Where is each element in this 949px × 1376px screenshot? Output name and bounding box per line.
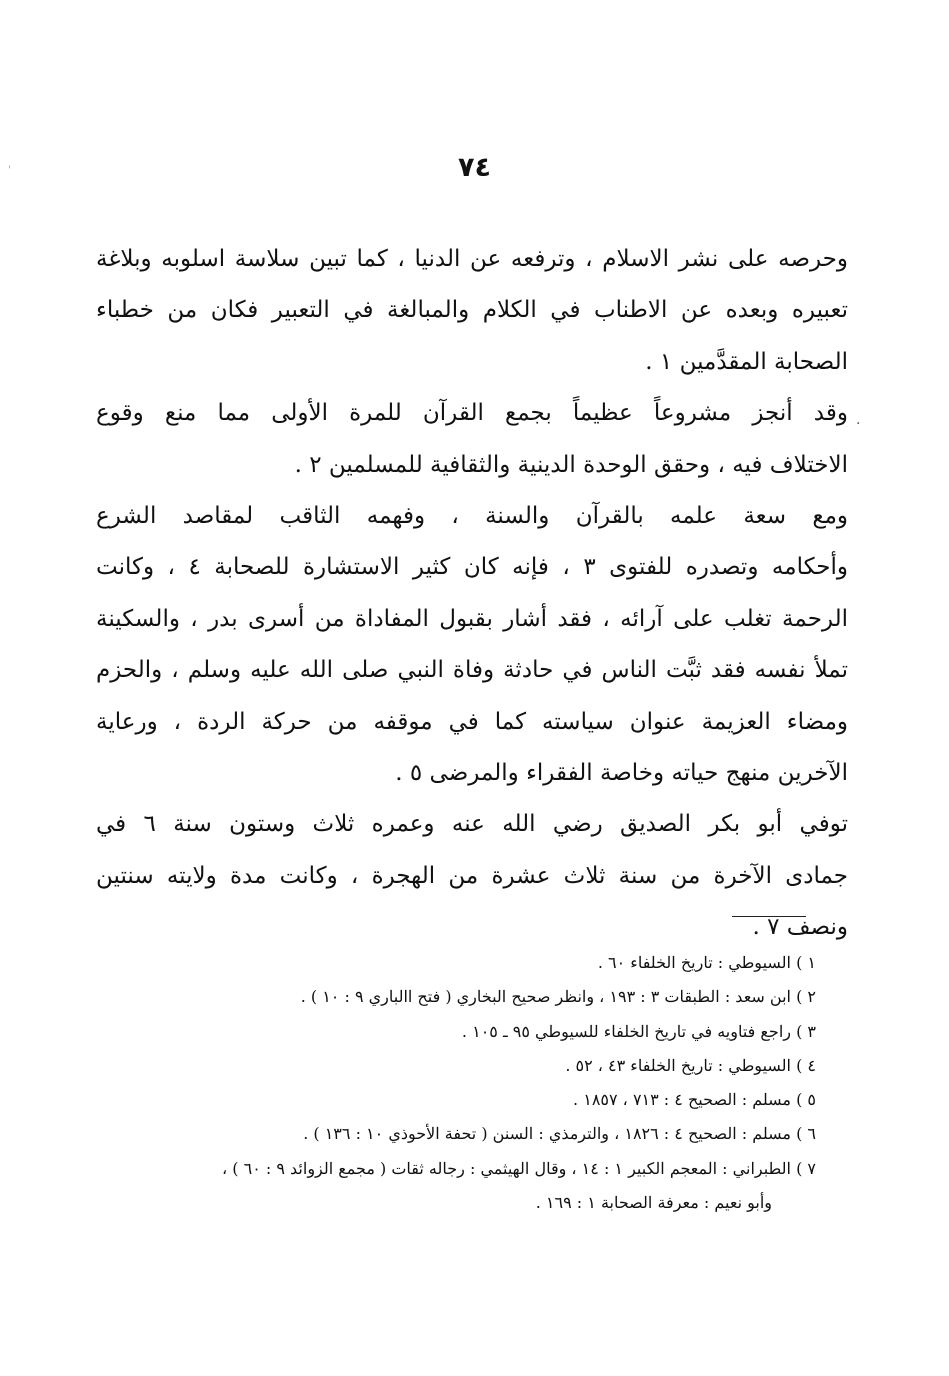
left-margin-mark: ' [8,165,11,176]
body-line: ونصف ٧ . [752,914,848,941]
body-line: الاختلاف فيه ، وحقق الوحدة الدينية والثقافية للمسلمين ٢ . [294,451,848,478]
page-number: ٧٤ [458,152,491,183]
footnote-item: ٣ ) راجع فتاويه في تاريخ الخلفاء للسيوطي ٩٥ ـ ١٠٥ . [461,1021,816,1041]
footnote-item: ١ ) السيوطي : تاريخ الخلفاء ٦٠ . [597,953,816,972]
body-line: وأحكامه وتصدره للفتوى ٣ ، فإنه كان كثير الاستشارة للصحابة ٤ ، وكانت [96,554,848,581]
body-line: الآخرين منهج حياته وخاصة الفقراء والمرضى ٥ . [395,759,848,786]
body-line: جمادى الآخرة من سنة ثلاث عشرة من الهجرة ، وكانت مدة ولايته سنتين [96,862,848,889]
footnote-item: ٦ ) مسلم : الصحيح ٤ : ١٨٢٦ ، والترمذي : السنن ( تحفة الأحوذي ١٠ : ١٣٦ ) . [303,1124,816,1144]
body-line: توفي أبو بكر الصديق رضي الله عنه وعمره ثلاث وستون سنة ٦ في [96,811,848,838]
footnote-divider [732,916,806,917]
body-line: ومع سعة علمه بالقرآن والسنة ، وفهمه الثاقب لمقاصد الشرع [96,502,848,529]
body-line: ومضاء العزيمة عنوان سياسته كما في موقفه من حركة الردة ، ورعاية [96,708,848,735]
body-line: وحرصه على نشر الاسلام ، وترفعه عن الدنيا ، كما تبين سلاسة اسلوبه وبلاغة [96,246,848,272]
body-line: تعبيره وبعده عن الاطناب في الكلام والمبالغة في التعبير فكان من خطباء [96,297,848,324]
body-line: تملأ نفسه فقد ثبَّت الناس في حادثة وفاة النبي صلى الله عليه وسلم ، والحزم [96,657,848,684]
body-line: وقد أنجز مشروعاً عظيماً بجمع القرآن للمرة الأولى مما منع وقوع [96,400,848,427]
footnotes [96,946,816,1220]
margin-mark: . [856,412,861,428]
footnote-item: ٧ ) الطبراني : المعجم الكبير ١ : ١٤ ، وقال الهيثمي : رجاله ثقات ( مجمع الزوائد ٩ : ٦٠ ) ، [222,1158,816,1178]
footnote-item: ٢ ) ابن سعد : الطبقات ٣ : ١٩٣ ، وانظر صحيح البخاري ( فتح االباري ٩ : ١٠ ) . [300,987,816,1007]
body-text [96,234,848,953]
body-line: الرحمة تغلب على آرائه ، فقد أشار بقبول المفاداة من أسرى بدر ، والسكينة [96,605,848,632]
footnote-item: ٤ ) السيوطي : تاريخ الخلفاء ٤٣ ، ٥٢ . [565,1055,816,1075]
footnote-continuation: وأبو نعيم : معرفة الصحابة ١ : ١٦٩ . [535,1193,772,1213]
body-line: الصحابة المقدَّمين ١ . [645,348,848,375]
footnote-item: ٥ ) مسلم : الصحيح ٤ : ٧١٣ ، ١٨٥٧ . [573,1090,816,1110]
